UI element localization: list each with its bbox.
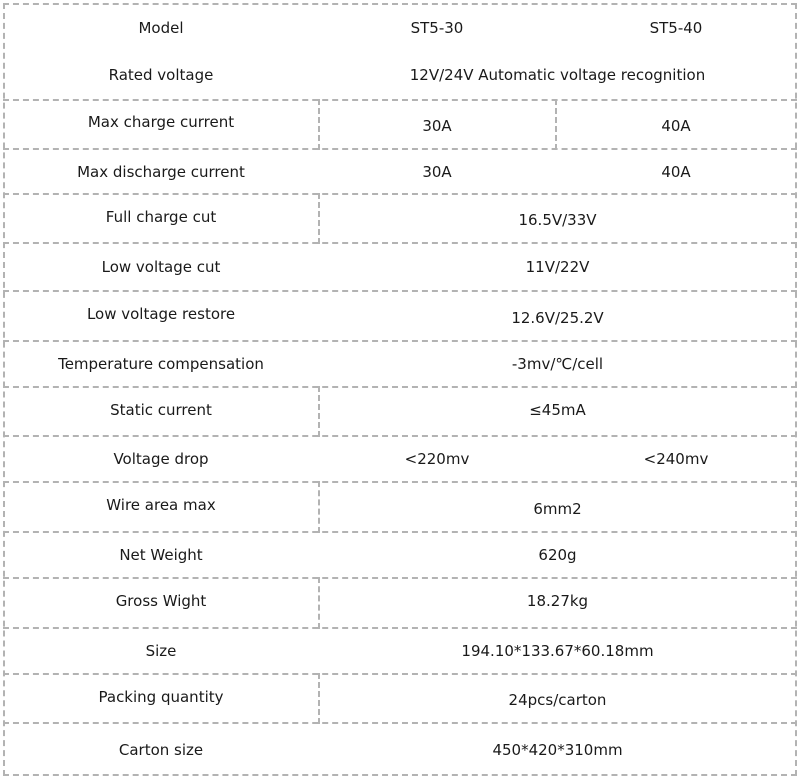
row-label: Rated voltage (108, 66, 214, 84)
row-value: 12V/24V Automatic voltage recognition (409, 66, 706, 84)
row-value: ≤45mA (529, 401, 586, 419)
row-divider (3, 774, 797, 776)
row-value: 620g (538, 546, 577, 564)
row-value-st5-30: 30A (422, 117, 452, 135)
row-value: 12.6V/25.2V (511, 309, 604, 327)
table-border-right (795, 3, 797, 776)
row-value-st5-30: <220mv (404, 450, 470, 468)
row-label: Full charge cut (105, 208, 217, 226)
row-label: Gross Wight (115, 592, 207, 610)
row-value: 16.5V/33V (518, 211, 597, 229)
row-value: 11V/22V (525, 258, 590, 276)
row-label: Max charge current (87, 113, 235, 131)
row-value: 194.10*133.67*60.18mm (461, 642, 654, 660)
row-label: Low voltage restore (86, 304, 236, 323)
row-value-st5-40: 40A (661, 117, 691, 135)
row-label: Voltage drop (113, 450, 209, 468)
row-value-st5-40: <240mv (643, 450, 709, 468)
row-label: Size (145, 642, 177, 660)
row-label: Carton size (118, 741, 204, 759)
header-model: Model (138, 19, 184, 37)
row-value: -3mv/℃/cell (511, 355, 604, 373)
row-label: Temperature compensation (58, 355, 264, 373)
header-st5-40: ST5-40 (649, 19, 703, 37)
row-label: Low voltage cut (101, 258, 221, 276)
header-st5-30: ST5-30 (410, 19, 464, 37)
row-label: Packing quantity (98, 688, 224, 706)
row-value: 18.27kg (526, 592, 589, 610)
row-divider (3, 722, 797, 724)
row-label: Max discharge current (77, 162, 245, 181)
row-value-st5-40: 40A (661, 162, 691, 181)
row-label: Static current (110, 401, 212, 419)
row-value: 24pcs/carton (508, 691, 607, 709)
row-label: Wire area max (106, 496, 216, 514)
row-value: 6mm2 (533, 499, 582, 518)
row-value-st5-30: 30A (422, 162, 452, 181)
row-value: 450*420*310mm (492, 741, 623, 759)
row-label: Net Weight (119, 546, 203, 564)
